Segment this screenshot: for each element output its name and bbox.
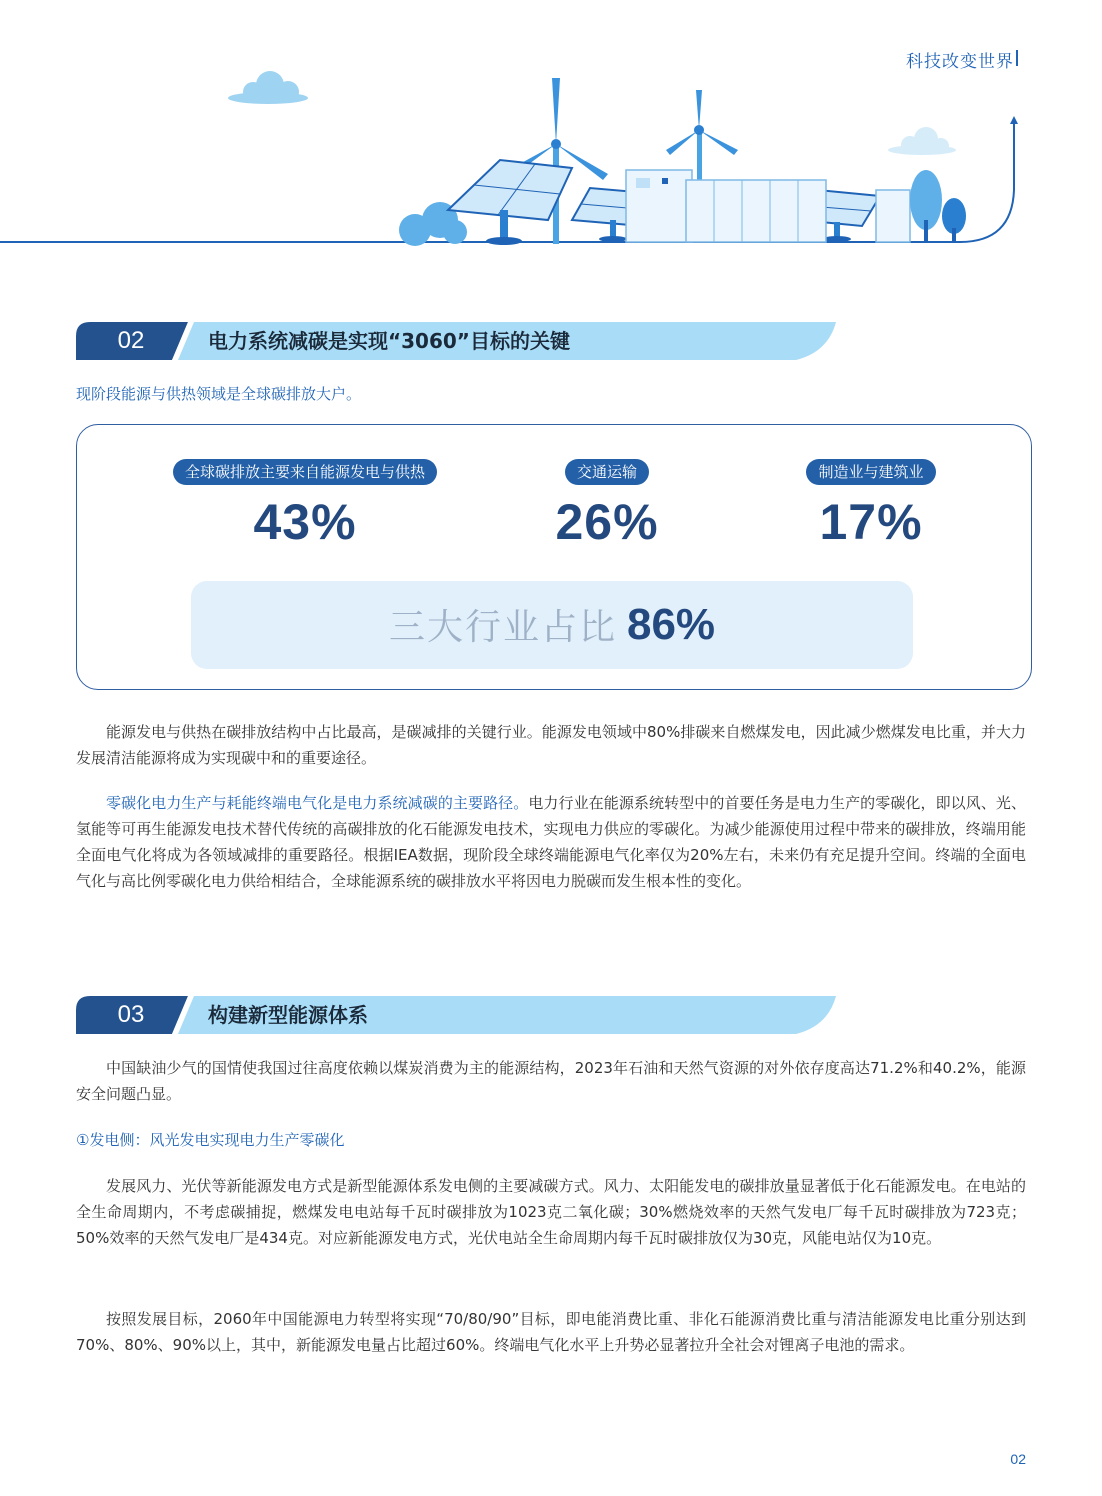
section-title: 电力系统减碳是实现“3060”目标的关键 — [208, 329, 570, 353]
stat-manufacturing — [771, 459, 971, 551]
body-paragraph: 发展风力、光伏等新能源发电方式是新型能源体系发电侧的主要减碳方式。风力、太阳能发电的碳排放量显著低于化石能源发电。在电站的全生命周期内，不考虑碳捕捉，燃煤发电电站每千瓦时碳排放为1023克二氧化碳；30%燃烧效率的天然气发电厂每千瓦时碳排放为723克；50%效率的天然气发电厂是434克。对应新能源发电方式，光伏电站全生命周期内每千瓦时碳排放仅为30克，风能电站仅为10克。 — [76, 1177, 1026, 1247]
body-paragraph: 能源发电与供热在碳排放结构中占比最高，是碳减排的关键行业。能源发电领域中80%排碳来自燃煤发电，因此减少燃煤发电比重，并大力发展清洁能源将成为实现碳中和的重要途径。 — [76, 723, 1026, 767]
section-number: 03 — [117, 1001, 145, 1028]
stat-transport — [507, 459, 707, 551]
tree-icon — [910, 170, 966, 242]
stat-label: 全球碳排放主要来自能源发电与供热 — [173, 459, 437, 485]
stat-label: 制造业与建筑业 — [806, 459, 935, 485]
stat-energy — [155, 459, 455, 551]
section-lead: 现阶段能源与供热领域是全球碳排放大户。 — [76, 385, 362, 403]
subheading: ①发电侧：风光发电实现电力生产零碳化 — [76, 1131, 345, 1149]
total-label: 三大行业占比 — [388, 607, 617, 648]
stat-value: 17% — [819, 494, 923, 550]
paragraph-text: 电力行业在能源系统转型中的首要任务是电力生产的零碳化，即以风、光、氢能等可再生能源发电技术替代传统的高碳排放的化石能源发电技术，实现电力供应的零碳化。为减少能源使用过程中带来的碳排放，终端用能全面电气化将成为各领域减排的重要路径。根据IEA数据，现阶段全球终端能源电气化率仅为20%左右，未来仍有充足提升空间。终端的全面电气化与高比例零碳化电力供给相结合，全球能源系统的碳排放水平将因电力脱碳而发生根本性的变化。 — [76, 794, 1026, 890]
body-paragraph: 按照发展目标，2060年中国能源电力转型将实现“70/80/90”目标，即电能消费比重、非化石能源消费比重与清洁能源发电比重分别达到70%、80%、90%以上，其中，新能源发电量占比超过60%。终端电气化水平上升势必显著拉升全社会对锂离子电池的需求。 — [76, 1310, 1026, 1354]
page-number: 02 — [1010, 1451, 1026, 1467]
body-paragraph: 中国缺油少气的国情使我国过往高度依赖以煤炭消费为主的能源结构，2023年石油和天然气资源的对外依存度高达71.2%和40.2%，能源安全问题凸显。 — [76, 1059, 1026, 1103]
emission-stats-panel — [76, 424, 1032, 690]
cloud-icon — [228, 71, 308, 104]
header-title: 科技改变世界 — [906, 52, 1014, 72]
stat-label: 交通运输 — [565, 459, 649, 485]
energy-illustration — [0, 70, 1102, 260]
cloud-icon — [888, 127, 956, 155]
section-band-bg — [76, 996, 836, 1034]
header-divider — [1016, 50, 1018, 66]
stat-value: 26% — [555, 494, 659, 550]
highlight-text: 零碳化电力生产与耗能终端电气化是电力系统减碳的主要路径。 — [106, 794, 529, 812]
stat-value: 43% — [253, 494, 357, 550]
section-number: 02 — [117, 327, 145, 354]
section-header-02 — [76, 322, 836, 360]
body-paragraph — [76, 790, 1026, 894]
section-title: 构建新型能源体系 — [208, 1003, 368, 1027]
total-value: 86% — [626, 600, 716, 649]
section-header-03 — [76, 996, 836, 1034]
total-share-box — [191, 581, 913, 669]
